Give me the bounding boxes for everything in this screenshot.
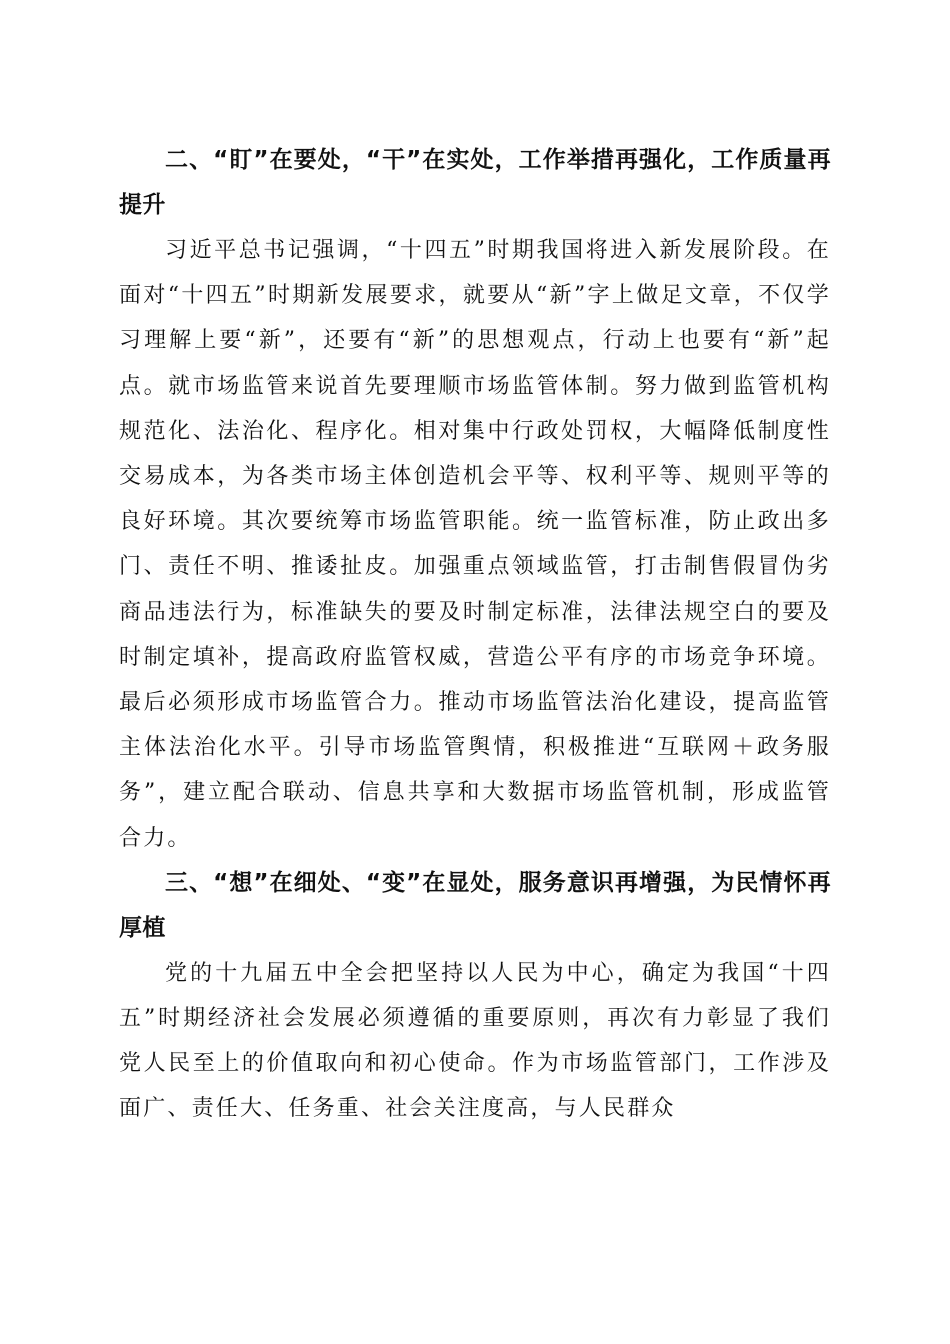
section-heading-2: 二、“盯”在要处，“干”在实处，工作举措再强化，工作质量再提升 <box>119 147 831 218</box>
document-body <box>119 138 831 1132</box>
section-paragraph-2: 习近平总书记强调，“十四五”时期我国将进入新发展阶段。在面对“十四五”时期新发展要求，就要从“新”字上做足文章，不仅学习理解上要“新”，还要有“新”的思想观点，行动上也要有“新”起点。就市场监管来说首先要理顺市场监管体制。努力做到监管机构规范化、法治化、程序化。相对集中行政处罚权，大幅降低制度性交易成本，为各类市场主体创造机会平等、权利平等、规则平等的良好环境。其次要统筹市场监管职能。统一监管标准，防止政出多门、责任不明、推诿扯皮。加强重点领域监管，打击制售假冒伪劣商品违法行为，标准缺失的要及时制定标准，法律法规空白的要及时制定填补，提高政府监管权威，营造公平有序的市场竞争环境。最后必须形成市场监管合力。推动市场监管法治化建设，提高监管主体法治化水平。引导市场监管舆情，积极推进“互联网＋政务服务”，建立配合联动、信息共享和大数据市场监管机制，形成监管合力。 <box>119 238 831 851</box>
section-paragraph-3: 党的十九届五中全会把坚持以人民为中心，确定为我国“十四五”时期经济社会发展必须遵循的重要原则，再次有力彰显了我们党人民至上的价值取向和初心使命。作为市场监管部门，工作涉及面广、责任大、任务重、社会关注度高，与人民群众 <box>119 960 831 1122</box>
section-heading-3: 三、“想”在细处、“变”在显处，服务意识再增强，为民情怀再厚植 <box>119 869 831 941</box>
